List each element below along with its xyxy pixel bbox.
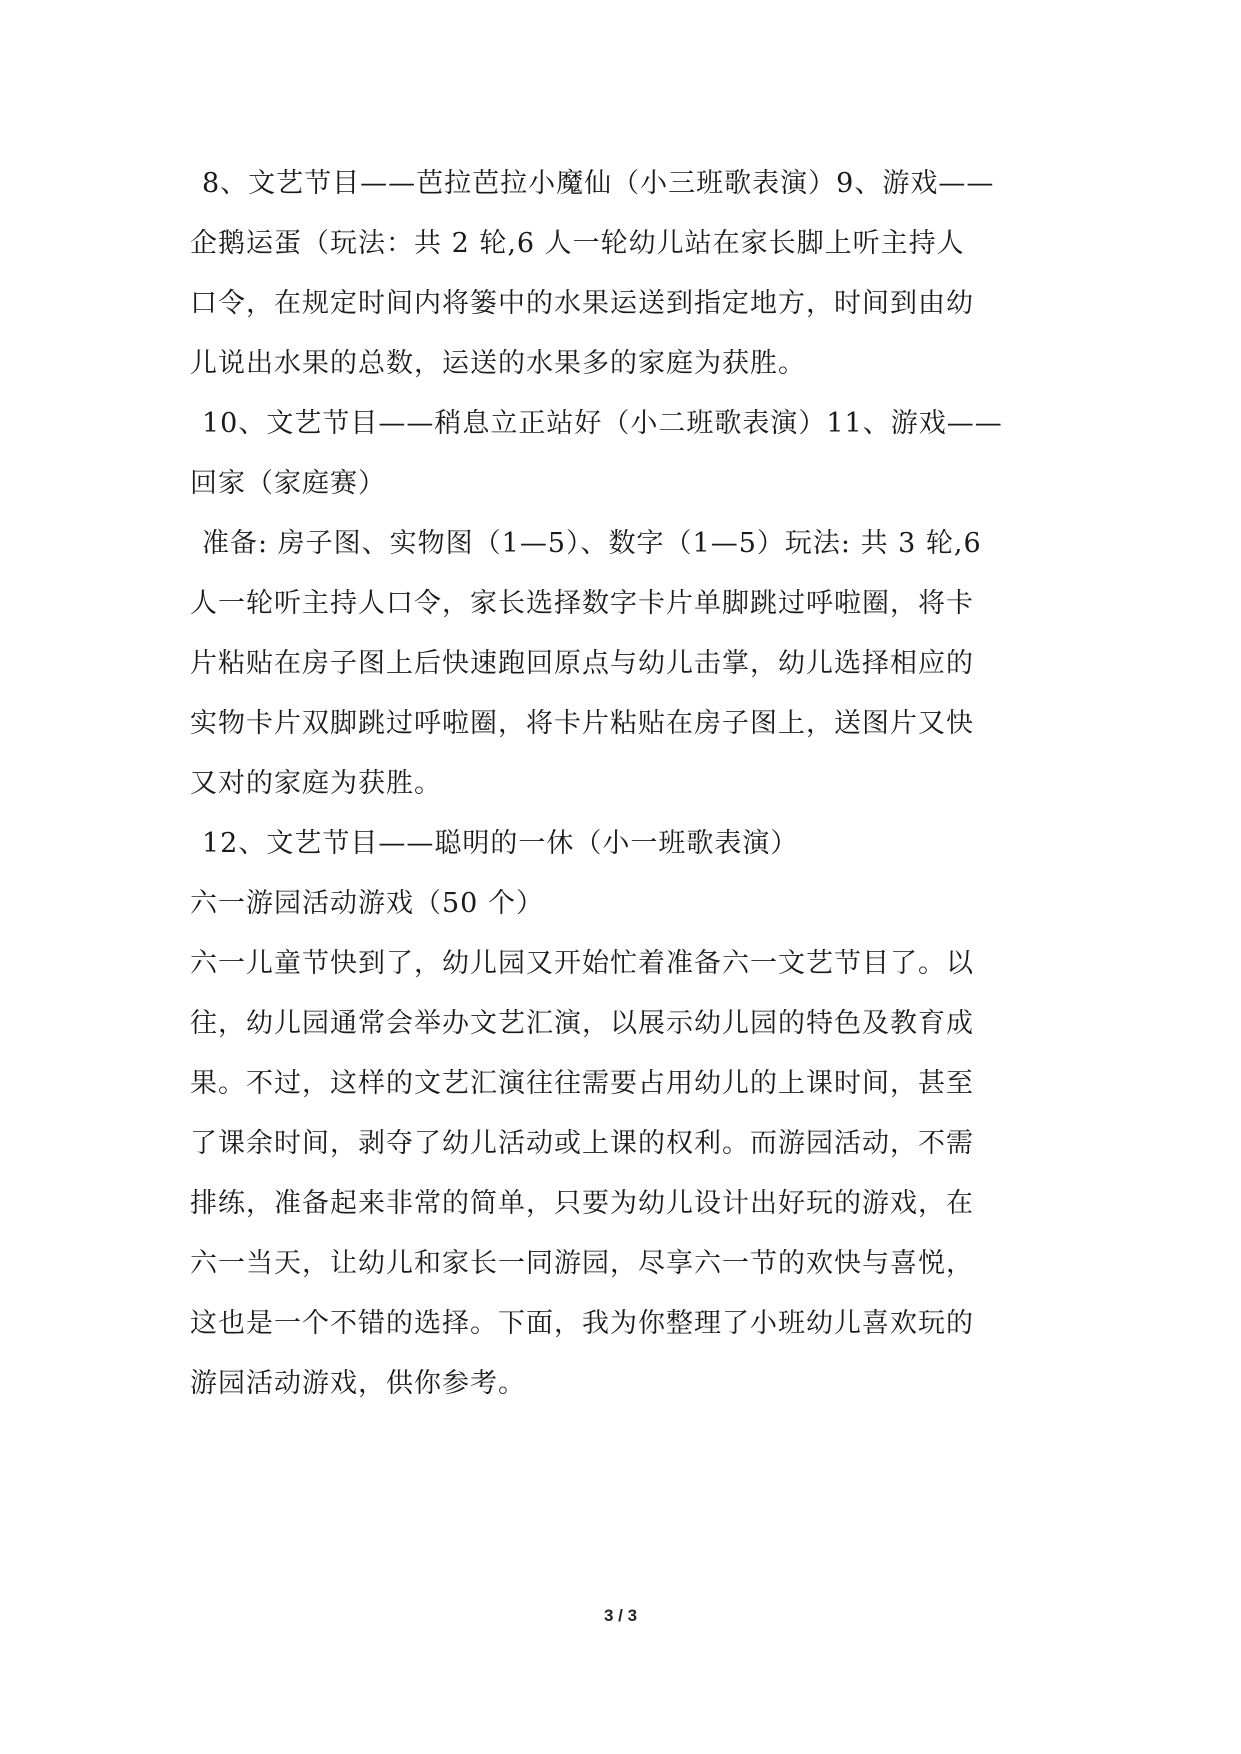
text-line: 12、文艺节目——聪明的一休（小一班歌表演） (202, 828, 799, 859)
text-line: 往，幼儿园通常会举办文艺汇演，以展示幼儿园的特色及教育成 (190, 1008, 974, 1039)
text-line: 8、文艺节目——芭拉芭拉小魔仙（小三班歌表演）9、游戏—— (202, 168, 995, 199)
text-line: 实物卡片双脚跳过呼啦圈，将卡片粘贴在房子图上，送图片又快 (190, 708, 974, 739)
section-heading: 六一游园活动游戏（50 个） (190, 888, 544, 919)
text-line: 片粘贴在房子图上后快速跑回原点与幼儿击掌，幼儿选择相应的 (190, 648, 974, 679)
text-line: 六一儿童节快到了，幼儿园又开始忙着准备六一文艺节目了。以 (190, 948, 974, 979)
text-line: 准备: 房子图、实物图（1—5）、数字（1—5）玩法: 共 3 轮,6 (202, 528, 982, 559)
text-line: 企鹅运蛋（玩法：共 2 轮,6 人一轮幼儿站在家长脚上听主持人 (190, 228, 965, 259)
text-line: 又对的家庭为获胜。 (190, 768, 442, 799)
text-line: 六一当天，让幼儿和家长一同游园，尽享六一节的欢快与喜悦， (190, 1248, 974, 1279)
text-line: 回家（家庭赛） (190, 468, 386, 499)
page-number: 3 / 3 (603, 1606, 638, 1625)
document-body (190, 154, 1060, 1414)
text-line: 果。不过，这样的文艺汇演往往需要占用幼儿的上课时间，甚至 (190, 1068, 974, 1099)
text-line: 了课余时间，剥夺了幼儿活动或上课的权利。而游园活动，不需 (190, 1128, 974, 1159)
text-line: 10、文艺节目——稍息立正站好（小二班歌表演）11、游戏—— (202, 408, 1003, 439)
text-line: 口令，在规定时间内将篓中的水果运送到指定地方，时间到由幼 (190, 288, 974, 319)
text-line: 排练，准备起来非常的简单，只要为幼儿设计出好玩的游戏，在 (190, 1188, 974, 1219)
text-line: 这也是一个不错的选择。下面，我为你整理了小班幼儿喜欢玩的 (190, 1308, 974, 1339)
text-line: 人一轮听主持人口令，家长选择数字卡片单脚跳过呼啦圈，将卡 (190, 588, 974, 619)
text-line: 儿说出水果的总数，运送的水果多的家庭为获胜。 (190, 348, 806, 379)
text-line: 游园活动游戏，供你参考。 (190, 1368, 526, 1399)
